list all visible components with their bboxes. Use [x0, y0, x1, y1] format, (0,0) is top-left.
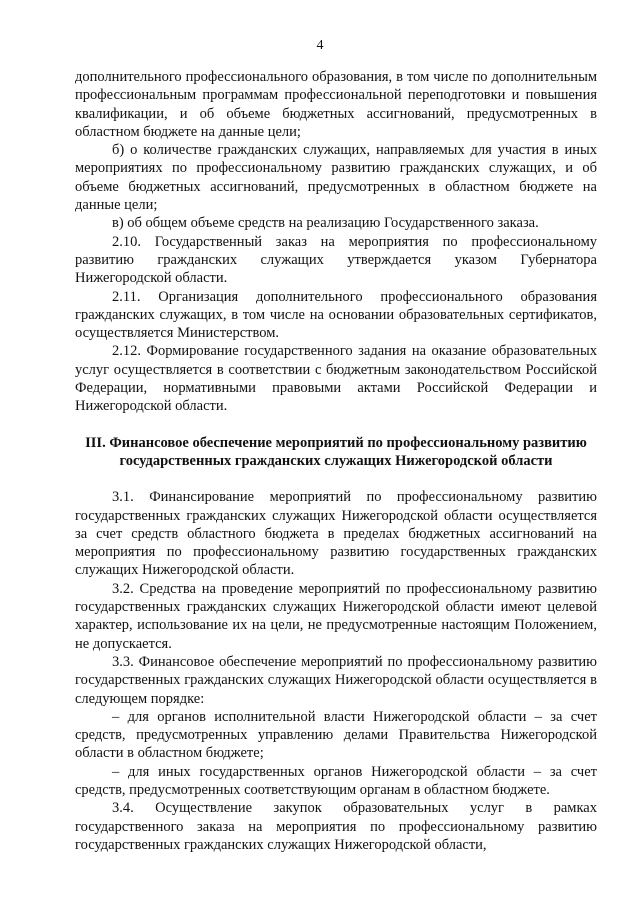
- paragraph-3-3-dash-2: – для иных государственных органов Нижегородской области – за счет средств, предусмотренных соответствующим органам в областном бюджете.: [75, 763, 597, 798]
- document-body: [75, 68, 597, 854]
- paragraph-item-b: б) о количестве гражданских служащих, направляемых для участия в иных мероприятиях по профессиональному развитию гражданских служащих, и об объеме бюджетных ассигнований, предусмотренных в областном бюджете на данные цели;: [75, 142, 597, 214]
- paragraph-item-v: в) об общем объеме средств на реализацию Государственного заказа.: [112, 215, 539, 232]
- page-number: 4: [316, 38, 324, 53]
- paragraph-3-2: 3.2. Средства на проведение мероприятий по профессиональному развитию государственных гражданских служащих Нижегородской области имеют целевой характер, использование их на цели, не предусмотренные настоящим Положением, не допускается.: [75, 580, 597, 652]
- paragraph-3-4: 3.4. Осуществление закупок образовательных услуг в рамках государственного заказа на мероприятия по профессиональному развитию государственных гражданских служащих Нижегородской области,: [75, 800, 597, 853]
- paragraph-continuation: дополнительного профессионального образования, в том числе по дополнительным профессиональным программам профессиональной переподготовки и повышения квалификации, и об объеме бюджетных ассигнований, предусмотренных в областном бюджете на данные цели;: [75, 69, 597, 140]
- section-heading: III. Финансовое обеспечение мероприятий по профессиональному развитию государственных гражданских служащих Нижегородской области: [85, 434, 587, 469]
- paragraph-2-10: 2.10. Государственный заказ на мероприятия по профессиональному развитию гражданских служащих утверждается указом Губернатора Нижегородской области.: [75, 233, 597, 287]
- paragraph-3-3: 3.3. Финансовое обеспечение мероприятий по профессиональному развитию государственных гражданских служащих Нижегородской области осуществляется в следующем порядке:: [75, 653, 597, 707]
- paragraph-3-3-dash-1: – для органов исполнительной власти Нижегородской области – за счет средств, предусмотренных управлению делами Правительства Нижегородской области в областном бюджете;: [75, 708, 597, 762]
- paragraph-3-1: 3.1. Финансирование мероприятий по профессиональному развитию государственных гражданских служащих Нижегородской области осуществляется за счет средств областного бюджета в пределах бюджетных ассигнований на мероприятия по профессиональному развитию государственных гражданских служащих Нижегородской области.: [75, 489, 597, 579]
- paragraph-2-11: 2.11. Организация дополнительного профессионального образования гражданских служащих, в том числе на основании образовательных сертификатов, осуществляется Министерством.: [75, 288, 597, 342]
- paragraph-2-12: 2.12. Формирование государственного задания на оказание образовательных услуг осуществляется в соответствии с бюджетным законодательством Российской Федерации, нормативными правовыми актами Российской Федерации и Нижегородской области.: [75, 343, 597, 415]
